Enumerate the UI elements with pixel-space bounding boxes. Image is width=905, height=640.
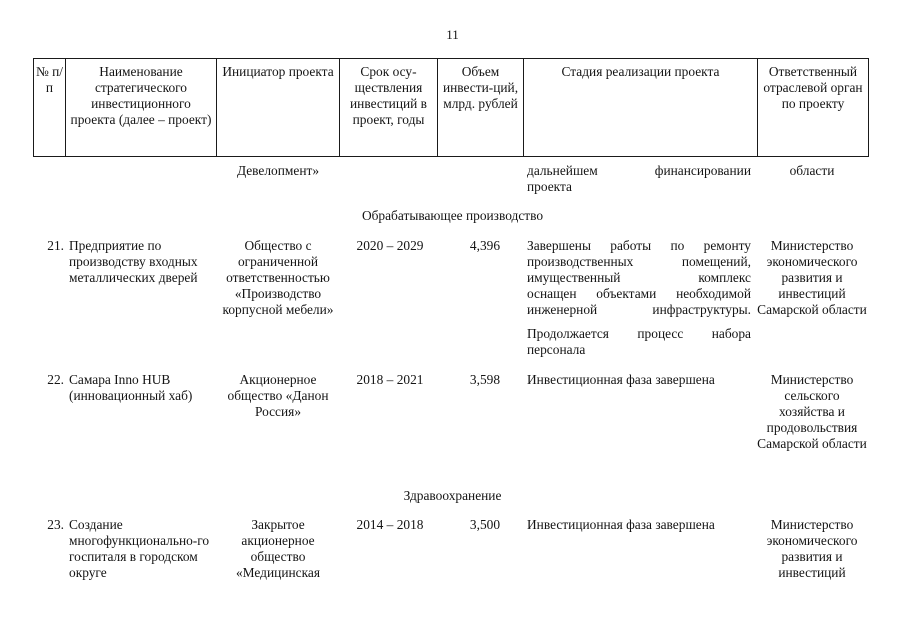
project-stage-line: имущественный комплекс bbox=[527, 270, 751, 285]
continuation-initiator: Девелопмент» bbox=[236, 163, 320, 178]
project-name: Предприятие по производству входных металлических дверей bbox=[69, 238, 198, 285]
project-stage-line: инженерной инфраструктуры. bbox=[527, 302, 751, 317]
row-number: 22. bbox=[47, 372, 64, 387]
project-organ: Министерство экономического развития и инвестиций bbox=[766, 517, 858, 580]
project-stage-line: производственных помещений, bbox=[527, 254, 751, 269]
table-header bbox=[33, 58, 869, 157]
project-stage-line: Завершены работы по ремонту bbox=[527, 238, 751, 253]
project-term: 2020 – 2029 bbox=[356, 238, 424, 253]
continuation-stage-line2: проекта bbox=[527, 179, 572, 194]
header-initiator: Инициатор проекта bbox=[217, 59, 340, 157]
project-term: 2014 – 2018 bbox=[356, 517, 424, 532]
project-name: Самара Inno HUB (инновационный хаб) bbox=[69, 372, 193, 403]
section-title: Здравоохранение bbox=[403, 488, 502, 503]
project-stage-line: оснащен объектами необходимой bbox=[527, 286, 751, 301]
project-initiator: Общество с ограниченной ответственностью «Производство корпусной мебели» bbox=[222, 238, 334, 317]
project-volume: 3,500 bbox=[469, 517, 501, 532]
header-organ: Ответственный отраслевой орган по проекту bbox=[758, 59, 869, 157]
header-stage: Стадия реализации проекта bbox=[524, 59, 758, 157]
header-project-name: Наименование стратегического инвестиционного проекта (далее – проект) bbox=[66, 59, 217, 157]
project-initiator: Закрытое акционерное общество «Медицинская bbox=[235, 517, 321, 580]
row-number: 21. bbox=[47, 238, 64, 253]
header-term: Срок осу-ществления инвестиций в проект, годы bbox=[340, 59, 438, 157]
header-no: № п/п bbox=[34, 59, 66, 157]
project-initiator: Акционерное общество «Данон Россия» bbox=[227, 372, 329, 419]
header-volume: Объем инвести-ций, млрд. рублей bbox=[438, 59, 524, 157]
project-stage: Инвестиционная фаза завершена bbox=[527, 517, 715, 532]
project-volume: 3,598 bbox=[469, 372, 501, 387]
project-stage: Инвестиционная фаза завершена bbox=[527, 372, 715, 387]
project-term: 2018 – 2021 bbox=[356, 372, 424, 387]
project-name: Создание многофункционально-го госпиталя в городском округе bbox=[69, 517, 210, 580]
page-number: 11 bbox=[446, 27, 459, 42]
project-stage-line: Продолжается процесс набора bbox=[527, 326, 751, 341]
row-number: 23. bbox=[47, 517, 64, 532]
project-volume: 4,396 bbox=[469, 238, 501, 253]
continuation-organ: области bbox=[789, 163, 835, 178]
project-organ: Министерство сельского хозяйства и продовольствия Самарской области bbox=[757, 372, 867, 451]
section-title: Обрабатывающее производство bbox=[361, 208, 544, 223]
project-stage-line: персонала bbox=[527, 342, 586, 357]
project-organ: Министерство экономического развития и инвестиций Самарской области bbox=[757, 238, 867, 317]
continuation-stage-line1: дальнейшем финансировании bbox=[527, 163, 751, 178]
